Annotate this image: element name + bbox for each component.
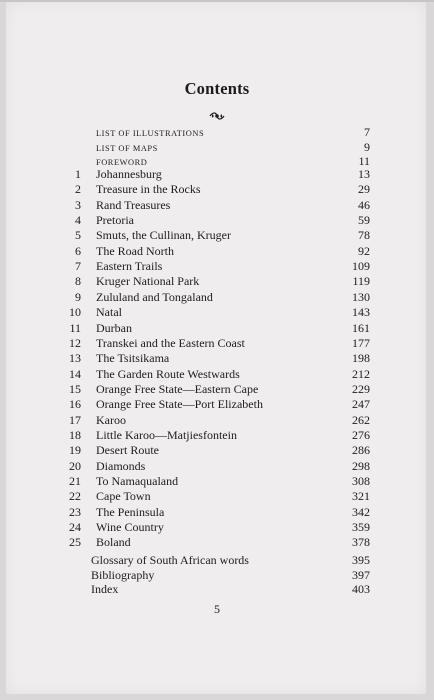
toc-entry: [0, 535, 434, 550]
entry-page: 13: [358, 167, 370, 181]
entry-page: 29: [358, 182, 370, 197]
chapter-number: 14: [69, 366, 81, 381]
entry-label: FOREWORD: [96, 158, 148, 167]
toc-entry: [0, 140, 434, 155]
chapter-title: Karoo: [96, 412, 126, 427]
chapter-number: 12: [69, 335, 81, 350]
toc-entry: [0, 474, 434, 489]
toc-entry: [0, 198, 434, 213]
entry-page: 342: [352, 504, 370, 519]
chapter-title: Natal: [96, 305, 122, 320]
chapter-number: 23: [69, 504, 81, 519]
entry-page: 59: [358, 213, 370, 228]
chapter-number: 17: [69, 412, 81, 427]
entry-page: 7: [364, 125, 370, 139]
toc-entry: [0, 382, 434, 397]
chapter-title: Orange Free State—Port Elizabeth: [96, 397, 263, 412]
chapter-title: The Road North: [96, 243, 174, 258]
toc-entry: [0, 397, 434, 412]
toc-entry: [0, 182, 434, 197]
entry-page: 130: [352, 289, 370, 304]
entry-page: 9: [364, 139, 370, 154]
chapter-number: 24: [69, 520, 81, 535]
toc-entry: [0, 274, 434, 289]
chapter-title: Durban: [96, 320, 132, 335]
entry-label: Glossary of South African words: [91, 553, 249, 567]
chapter-title: Wine Country: [96, 520, 164, 535]
entry-label: Index: [91, 582, 119, 596]
entry-page: 308: [352, 474, 370, 488]
chapter-title: To Namaqualand: [96, 474, 179, 488]
entry-page: 229: [352, 381, 370, 396]
entry-label: LIST OF MAPS: [96, 143, 158, 153]
chapter-title: Johannesburg: [96, 167, 162, 181]
entry-page: 161: [352, 320, 370, 335]
toc-entry: [0, 553, 434, 568]
toc-entry: [0, 520, 434, 535]
entry-page: 212: [352, 366, 370, 381]
chapter-title: Transkei and the Eastern Coast: [96, 335, 245, 350]
chapter-title: Zululand and Tongaland: [96, 289, 213, 304]
fleuron-icon: [208, 110, 226, 122]
chapter-number: 10: [69, 305, 81, 320]
chapter-number: 2: [75, 182, 81, 197]
entry-page: 298: [352, 458, 370, 473]
toc-entry: [0, 244, 434, 259]
toc-entry: [0, 459, 434, 474]
chapter-title: The Peninsula: [96, 504, 165, 519]
toc-entry: [0, 321, 434, 336]
entry-page: 46: [358, 197, 370, 212]
entry-page: 177: [352, 335, 370, 350]
chapter-number: 4: [75, 213, 81, 228]
chapter-title: Rand Treasures: [96, 197, 171, 212]
toc-entry: [0, 568, 434, 583]
chapter-number: 25: [69, 535, 81, 550]
entry-page: 395: [352, 553, 370, 567]
chapter-number: 20: [69, 458, 81, 473]
toc-entry: [0, 443, 434, 458]
entry-page: 143: [352, 305, 370, 320]
toc-entry: [0, 489, 434, 504]
entry-page: 78: [358, 228, 370, 243]
toc-entry: [0, 336, 434, 351]
chapter-title: Diamonds: [96, 458, 146, 473]
chapter-number: 9: [75, 289, 81, 304]
entry-page: 359: [352, 520, 370, 535]
page-number: 5: [214, 602, 220, 616]
toc-entry: [0, 290, 434, 305]
chapter-title: Pretoria: [96, 213, 134, 228]
toc-entry: [0, 582, 434, 597]
chapter-number: 18: [69, 427, 81, 442]
chapter-title: The Tsitsikama: [96, 351, 170, 366]
entry-page: 378: [352, 535, 370, 550]
chapter-number: 3: [75, 197, 81, 212]
toc-entry: [0, 305, 434, 320]
chapter-title: Cape Town: [96, 489, 151, 504]
entry-page: 397: [352, 567, 370, 582]
page-title: Contents: [184, 79, 250, 98]
chapter-number: 1: [75, 167, 81, 181]
entry-page: 262: [352, 412, 370, 427]
chapter-number: 22: [69, 489, 81, 504]
chapter-title: Smuts, the Cullinan, Kruger: [96, 228, 231, 243]
chapter-number: 5: [75, 228, 81, 243]
entry-page: 11: [358, 154, 370, 168]
entry-page: 247: [352, 397, 370, 412]
chapter-title: Treasure in the Rocks: [96, 182, 201, 197]
toc-entry: [0, 367, 434, 382]
chapter-number: 13: [69, 351, 81, 366]
entry-label: Bibliography: [91, 567, 155, 582]
entry-page: 92: [358, 243, 370, 258]
entry-page: 276: [352, 427, 370, 442]
entry-page: 119: [352, 274, 370, 289]
entry-label: LIST OF ILLUSTRATIONS: [96, 129, 205, 138]
chapter-number: 19: [69, 443, 81, 458]
chapter-title: Boland: [96, 535, 131, 550]
toc-entry: [0, 351, 434, 366]
chapter-title: Eastern Trails: [96, 259, 163, 274]
chapter-number: 16: [69, 397, 81, 412]
toc-entry: [0, 228, 434, 243]
chapter-title: Kruger National Park: [96, 274, 200, 289]
chapter-number: 6: [75, 243, 81, 258]
chapter-title: Orange Free State—Eastern Cape: [96, 381, 259, 396]
toc-entry: [0, 428, 434, 443]
toc-entry: [0, 125, 434, 140]
toc-entry: [0, 213, 434, 228]
entry-page: 286: [352, 443, 370, 458]
toc-entry: [0, 413, 434, 428]
entry-page: 321: [352, 489, 370, 504]
toc-entry: [0, 167, 434, 182]
chapter-title: The Garden Route Westwards: [96, 366, 240, 381]
chapter-number: 15: [69, 381, 81, 396]
toc-entry: [0, 505, 434, 520]
chapter-title: Desert Route: [96, 443, 159, 458]
entry-page: 198: [352, 351, 370, 366]
chapter-number: 8: [75, 274, 81, 289]
entry-page: 403: [352, 582, 370, 596]
entry-page: 109: [352, 259, 370, 274]
chapter-number: 7: [75, 259, 81, 274]
chapter-number: 21: [69, 474, 81, 488]
chapter-number: 11: [69, 320, 81, 335]
toc-entry: [0, 259, 434, 274]
chapter-title: Little Karoo—Matjiesfontein: [96, 427, 237, 442]
